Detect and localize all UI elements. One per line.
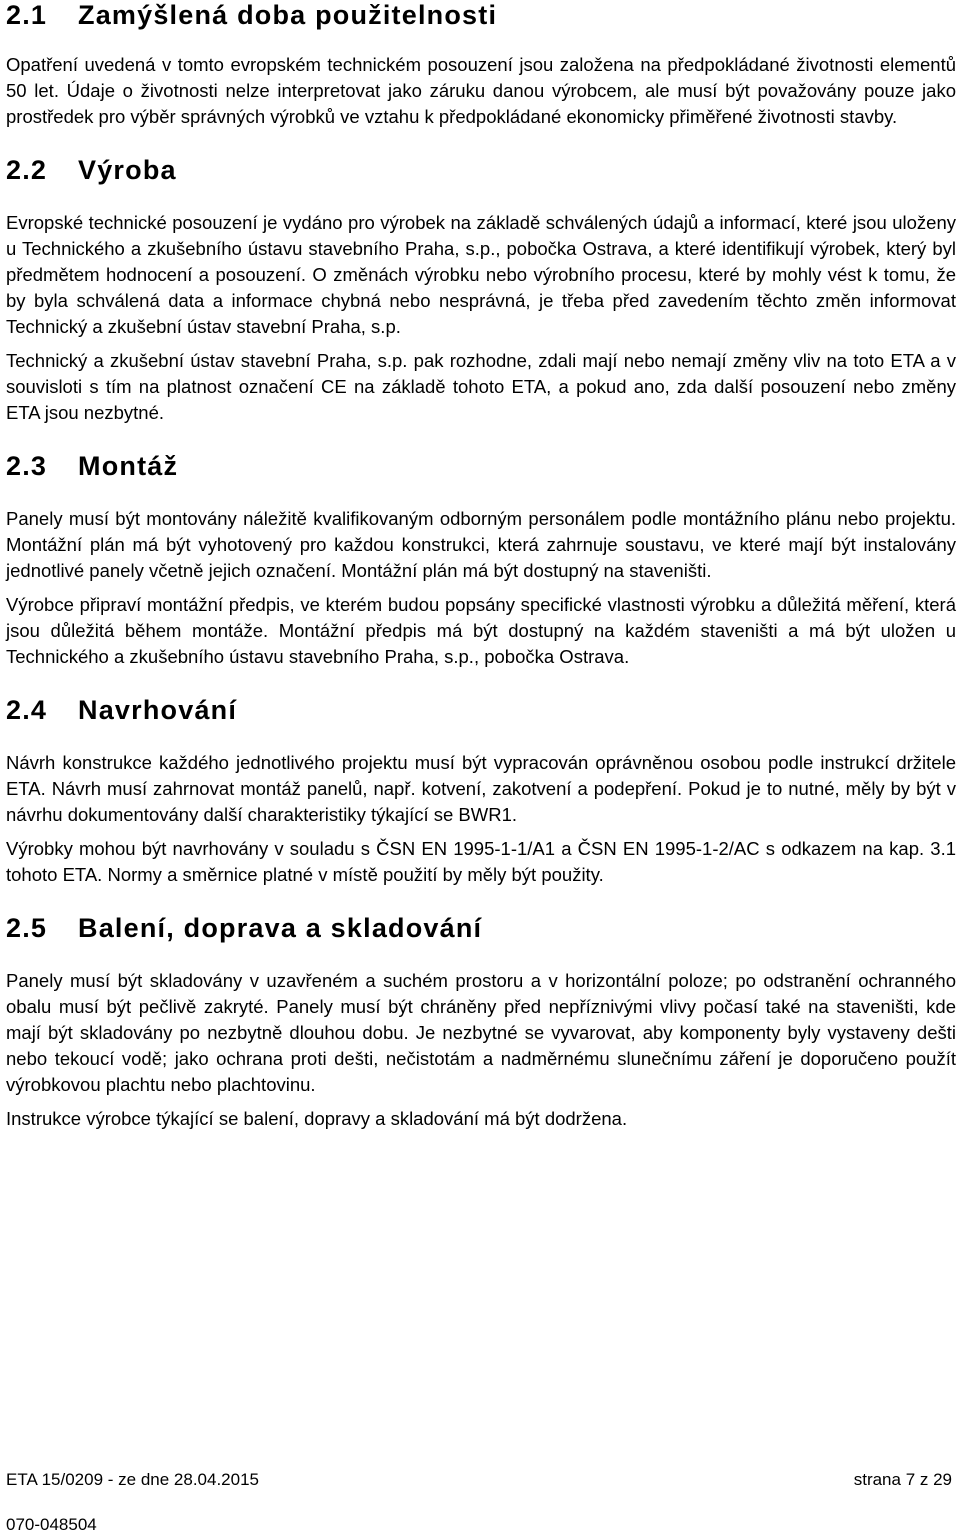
section-design [6,695,956,888]
paragraph: Výrobce připraví montážní předpis, ve kterém budou popsány specifické vlastnosti výrobku a důležitá měření, která jsou důležitá během montáže. Montážní předpis má být dostupný na každém staveništi a má být uložen u Technického a zkušebního ústavu stavebního Praha, s.p., pobočka Ostrava. [6,594,956,667]
paragraph: Výrobky mohou být navrhovány v souladu s ČSN EN 1995-1-1/A1 a ČSN EN 1995-1-2/AC s odkazem na kap. 3.1 tohoto ETA. Normy a směrnice platné v místě použití by měly být použity. [6,838,956,885]
section-heading [6,0,956,30]
document-page [6,0,956,1132]
document-number: 070-048504 [6,1515,97,1534]
footer-page-number: strana 7 z 29 [853,1470,952,1489]
paragraph: Návrh konstrukce každého jednotlivého projektu musí být vypracován oprávněnou osobou podle instrukcí držitele ETA. Návrh musí zahrnovat montáž panelů, např. kotvení, zakotvení a podepření. Pokud je to nutné, měly by být v návrhu dokumentovány další charakteristiky týkající se BWR1. [6,752,956,825]
paragraph: Instrukce výrobce týkající se balení, dopravy a skladování má být dodržena. [6,1108,628,1129]
section-number: 2.5 [6,913,48,943]
section-heading [6,913,956,943]
section-installation [6,451,956,670]
section-number: 2.4 [6,695,48,725]
section-heading [6,695,956,725]
section-packaging-transport-storage [6,913,956,1132]
footer-eta-reference: ETA 15/0209 - ze dne 28.04.2015 [6,1470,259,1489]
section-title: Výroba [78,155,177,185]
section-number: 2.3 [6,451,48,481]
paragraph: Panely musí být skladovány v uzavřeném a suchém prostoru a v horizontální poloze; po odstranění ochranného obalu musí být pečlivě zakryté. Panely musí být chráněny před nepříznivými vlivy počasí také na staveništi, kde mají být skladovány po nezbytně dlouhou dobu. Je nezbytné se vyvarovat, aby komponenty byly vystaveny dešti nebo tekoucí vodě; jako ochrana proti dešti, nečistotám a nadměrnému slunečnímu záření je doporučeno použít výrobkovou plachtu nebo plachtovinu. [6,970,956,1095]
section-title: Navrhování [78,695,238,725]
paragraph: Technický a zkušební ústav stavební Praha, s.p. pak rozhodne, zdali mají nebo nemají změny vliv na toto ETA a v souvisloti s tím na platnost označení CE na základě tohoto ETA, a pokud ano, zda další posouzení nebo změny ETA jsou nezbytné. [6,350,956,423]
paragraph: Evropské technické posouzení je vydáno pro výrobek na základě schválených údajů a informací, které jsou uloženy u Technického a zkušebního ústavu stavebního Praha, s.p., pobočka Ostrava, a které identifikují výrobek, který byl předmětem hodnocení a posouzení. O změnách výrobku nebo výrobního procesu, které by mohly vést k tomu, že by byla schválená data a informace chybná nebo nesprávná, je třeba před zavedením těchto změn informovat Technický a zkušební ústav stavební Praha, s.p. [6,212,956,337]
section-title: Zamýšlená doba použitelnosti [78,0,498,30]
section-heading [6,451,956,481]
section-number: 2.1 [6,0,48,30]
paragraph: Opatření uvedená v tomto evropském technickém posouzení jsou založena na předpokládané životnosti elementů 50 let. Údaje o životnosti nelze interpretovat jako záruku danou výrobcem, ale musí být považovány pouze jako prostředek pro výběr správných výrobků ve vztahu k předpokládané ekonomicky přiměřené životnosti stavby. [6,54,956,127]
paragraph: Panely musí být montovány náležitě kvalifikovaným odborným personálem podle montážního plánu nebo projektu. Montážní plán má být vyhotovený pro každou konstrukci, která zahrnuje soustavu, ve které mají být instalovány jednotlivé panely včetně jejich označení. Montážní plán má být dostupný na staveništi. [6,508,956,581]
section-number: 2.2 [6,155,48,185]
section-manufacturing [6,155,956,426]
section-title: Montáž [78,451,179,481]
section-title: Balení, doprava a skladování [78,913,483,943]
section-intended-service-life [6,0,956,130]
section-heading [6,155,956,185]
